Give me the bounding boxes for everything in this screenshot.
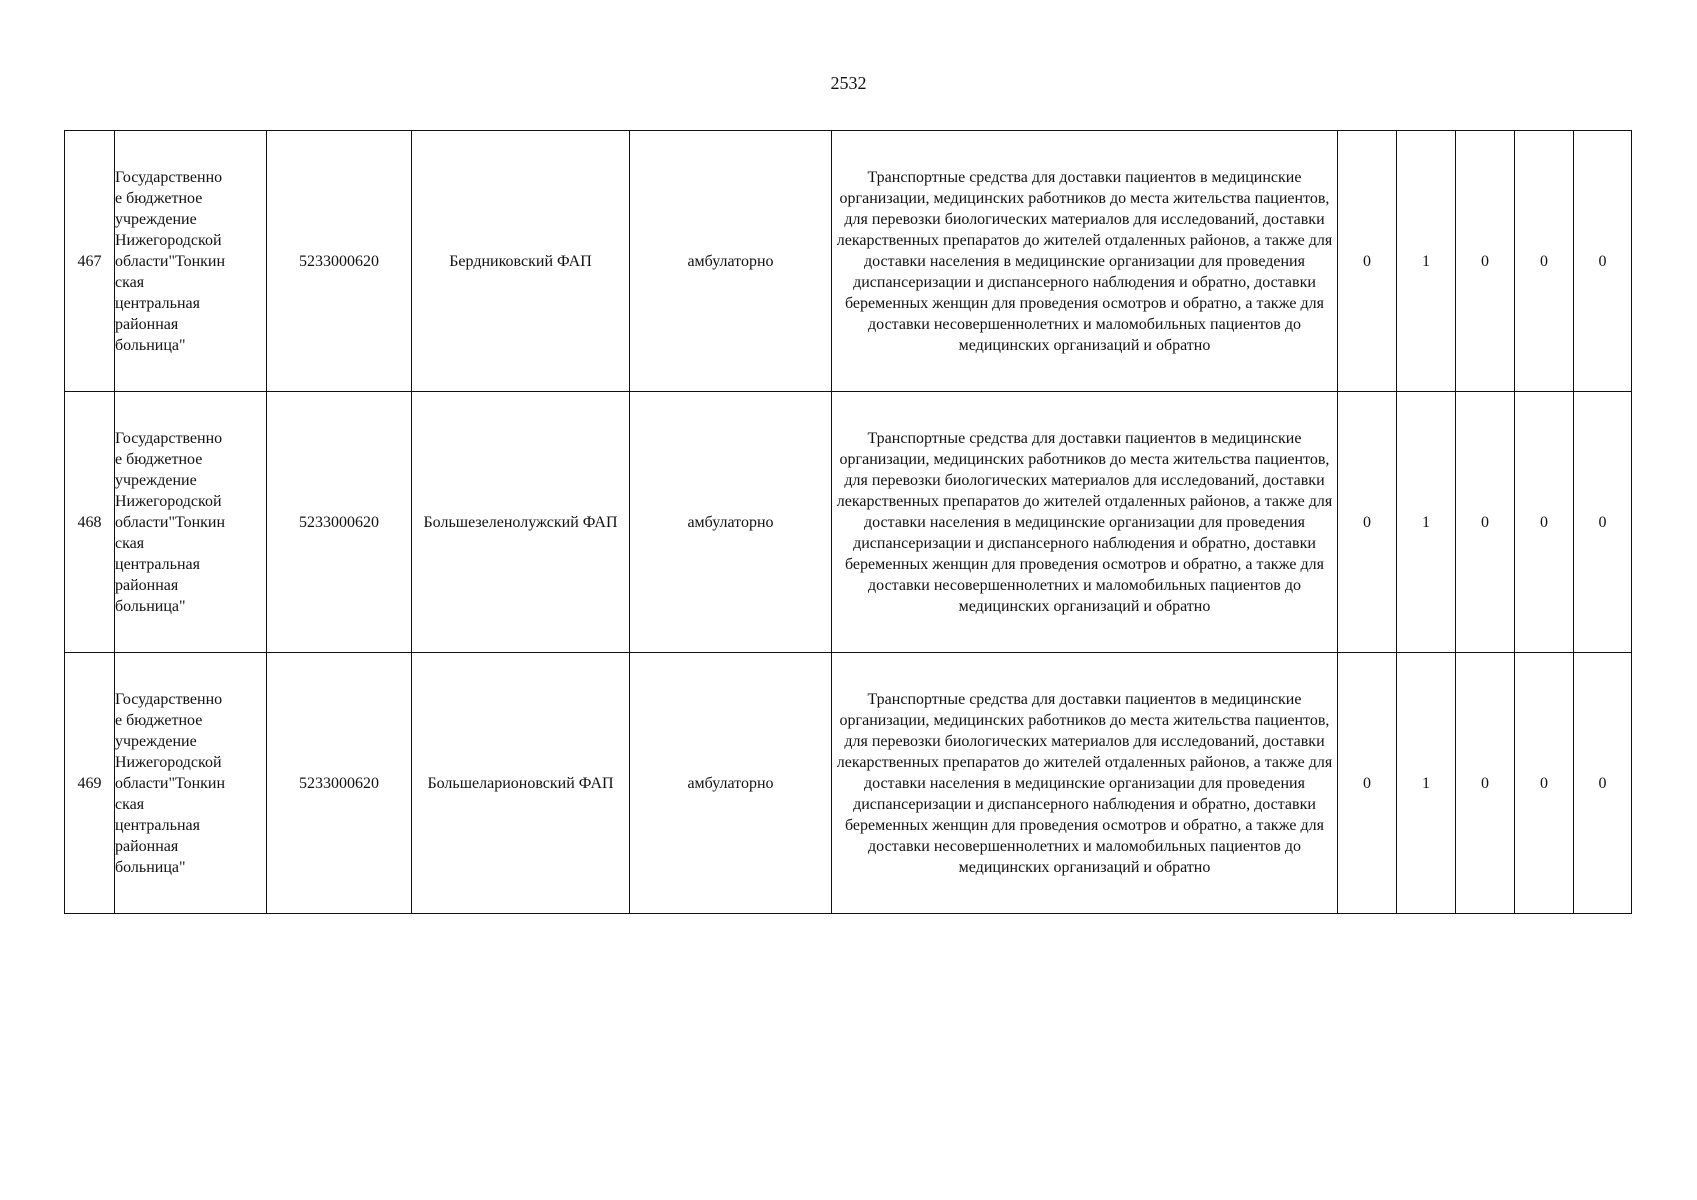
row-number-cell: 467 xyxy=(65,131,115,392)
organization-name: Государственно е бюджетное учреждение Нижегородской области"Тонкин ская центральная районная больница" xyxy=(115,690,226,876)
table-row xyxy=(65,392,1632,653)
value-cell: 0 xyxy=(1515,392,1574,653)
table-row xyxy=(65,131,1632,392)
value-cell: 0 xyxy=(1338,392,1397,653)
value-cell: 0 xyxy=(1456,131,1515,392)
page-number: 2532 xyxy=(830,73,867,93)
row-number-cell: 468 xyxy=(65,392,115,653)
table-row xyxy=(65,653,1632,914)
organization-name: Государственно е бюджетное учреждение Нижегородской области"Тонкин ская центральная районная больница" xyxy=(115,429,226,615)
unit-name-cell: Большезеленолужский ФАП xyxy=(412,392,630,653)
organization-name: Государственно е бюджетное учреждение Нижегородской области"Тонкин ская центральная районная больница" xyxy=(115,168,226,354)
value-cell: 0 xyxy=(1515,131,1574,392)
unit-name-cell: Большеларионовский ФАП xyxy=(412,653,630,914)
value-cell: 0 xyxy=(1456,392,1515,653)
value-cell: 1 xyxy=(1397,392,1456,653)
facilities-table xyxy=(64,130,1632,914)
value-cell: 0 xyxy=(1338,131,1397,392)
value-cell: 0 xyxy=(1574,131,1632,392)
organization-cell xyxy=(115,131,267,392)
care-mode-cell: амбулаторно xyxy=(630,653,832,914)
value-cell: 1 xyxy=(1397,653,1456,914)
inn-cell: 5233000620 xyxy=(267,392,412,653)
row-number-cell: 469 xyxy=(65,653,115,914)
value-cell: 0 xyxy=(1338,653,1397,914)
vehicle-purpose-cell: Транспортные средства для доставки пациентов в медицинские организации, медицинских работников до места жительства пациентов, для перевозки биологических материалов для исследований, доставки лекарственных препаратов до жителей отдаленных районов, а также для доставки населения в медицинские организации для проведения диспансеризации и диспансерного наблюдения и обратно, доставки беременных женщин для проведения осмотров и обратно, а также для доставки несовершеннолетних и маломобильных пациентов до медицинских организаций и обратно xyxy=(832,131,1338,392)
value-cell: 0 xyxy=(1574,392,1632,653)
organization-cell xyxy=(115,653,267,914)
inn-cell: 5233000620 xyxy=(267,653,412,914)
value-cell: 0 xyxy=(1515,653,1574,914)
inn-cell: 5233000620 xyxy=(267,131,412,392)
vehicle-purpose-cell: Транспортные средства для доставки пациентов в медицинские организации, медицинских работников до места жительства пациентов, для перевозки биологических материалов для исследований, доставки лекарственных препаратов до жителей отдаленных районов, а также для доставки населения в медицинские организации для проведения диспансеризации и диспансерного наблюдения и обратно, доставки беременных женщин для проведения осмотров и обратно, а также для доставки несовершеннолетних и маломобильных пациентов до медицинских организаций и обратно xyxy=(832,392,1338,653)
value-cell: 0 xyxy=(1456,653,1515,914)
organization-cell xyxy=(115,392,267,653)
unit-name-cell: Бердниковский ФАП xyxy=(412,131,630,392)
value-cell: 0 xyxy=(1574,653,1632,914)
vehicle-purpose-cell: Транспортные средства для доставки пациентов в медицинские организации, медицинских работников до места жительства пациентов, для перевозки биологических материалов для исследований, доставки лекарственных препаратов до жителей отдаленных районов, а также для доставки населения в медицинские организации для проведения диспансеризации и диспансерного наблюдения и обратно, доставки беременных женщин для проведения осмотров и обратно, а также для доставки несовершеннолетних и маломобильных пациентов до медицинских организаций и обратно xyxy=(832,653,1338,914)
care-mode-cell: амбулаторно xyxy=(630,392,832,653)
care-mode-cell: амбулаторно xyxy=(630,131,832,392)
value-cell: 1 xyxy=(1397,131,1456,392)
